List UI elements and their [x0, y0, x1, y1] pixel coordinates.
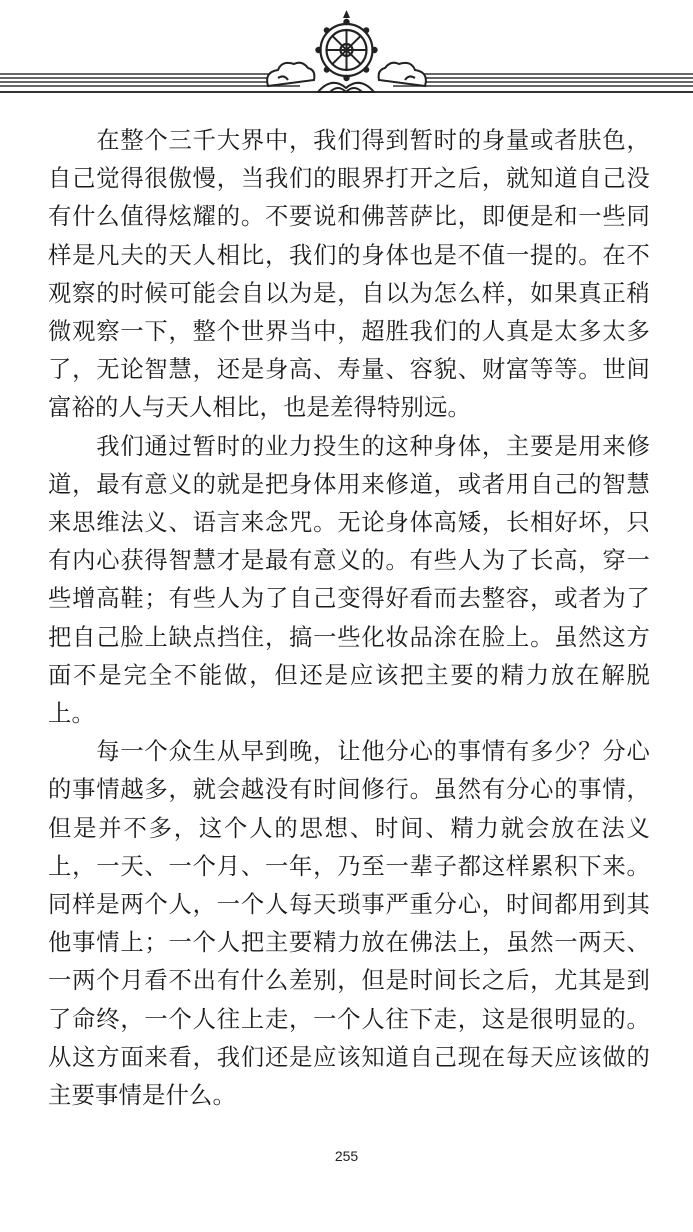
- paragraph: 每一个众生从早到晚，让他分心的事情有多少？分心的事情越多，就会越没有时间修行。虽然有分心的事情，但是并不多，这个人的思想、时间、精力就会放在法义上，一天、一个月、一年，乃至一辈子都这样累积下来。同样是两个人，一个人每天琐事严重分心，时间都用到其他事情上；一个人把主要精力放在佛法上，虽然一两天、一两个月看不出有什么差别，但是时间长之后，尤其是到了命终，一个人往上走，一个人往下走，这是很明显的。从这方面来看，我们还是应该知道自己现在每天应该做的主要事情是什么。: [48, 738, 650, 1110]
- page-number: 255: [334, 1148, 359, 1164]
- paragraph: 在整个三千大界中，我们得到暂时的身量或者肤色，自己觉得很傲慢，当我们的眼界打开之后，就知道自己没有什么值得炫耀的。不要说和佛菩萨比，即便是和一些同样是凡夫的天人相比，我们的身体也是不值一提的。在不观察的时候可能会自以为是，自以为怎么样，如果真正稍微观察一下，整个世界当中，超胜我们的人真是太多太多了，无论智慧，还是身高、寿量、容貌、财富等等。世间富裕的人与天人相比，也是差得特别远。: [48, 127, 650, 422]
- page-body: [48, 122, 650, 1115]
- paragraph: 我们通过暂时的业力投生的这种身体，主要是用来修道，最有意义的就是把身体用来修道，或者用自己的智慧来思维法义、语言来念咒。无论身体高矮，长相好坏，只有内心获得智慧才是最有意义的。有些人为了长高，穿一些增高鞋；有些人为了自己变得好看而去整容，或者为了把自己脸上缺点挡住，搞一些化妆品涂在脸上。虽然这方面不是完全不能做，但还是应该把主要的精力放在解脱上。: [48, 432, 650, 728]
- page-header-ornament: [0, 0, 693, 110]
- dharma-wheel-icon: [0, 0, 693, 110]
